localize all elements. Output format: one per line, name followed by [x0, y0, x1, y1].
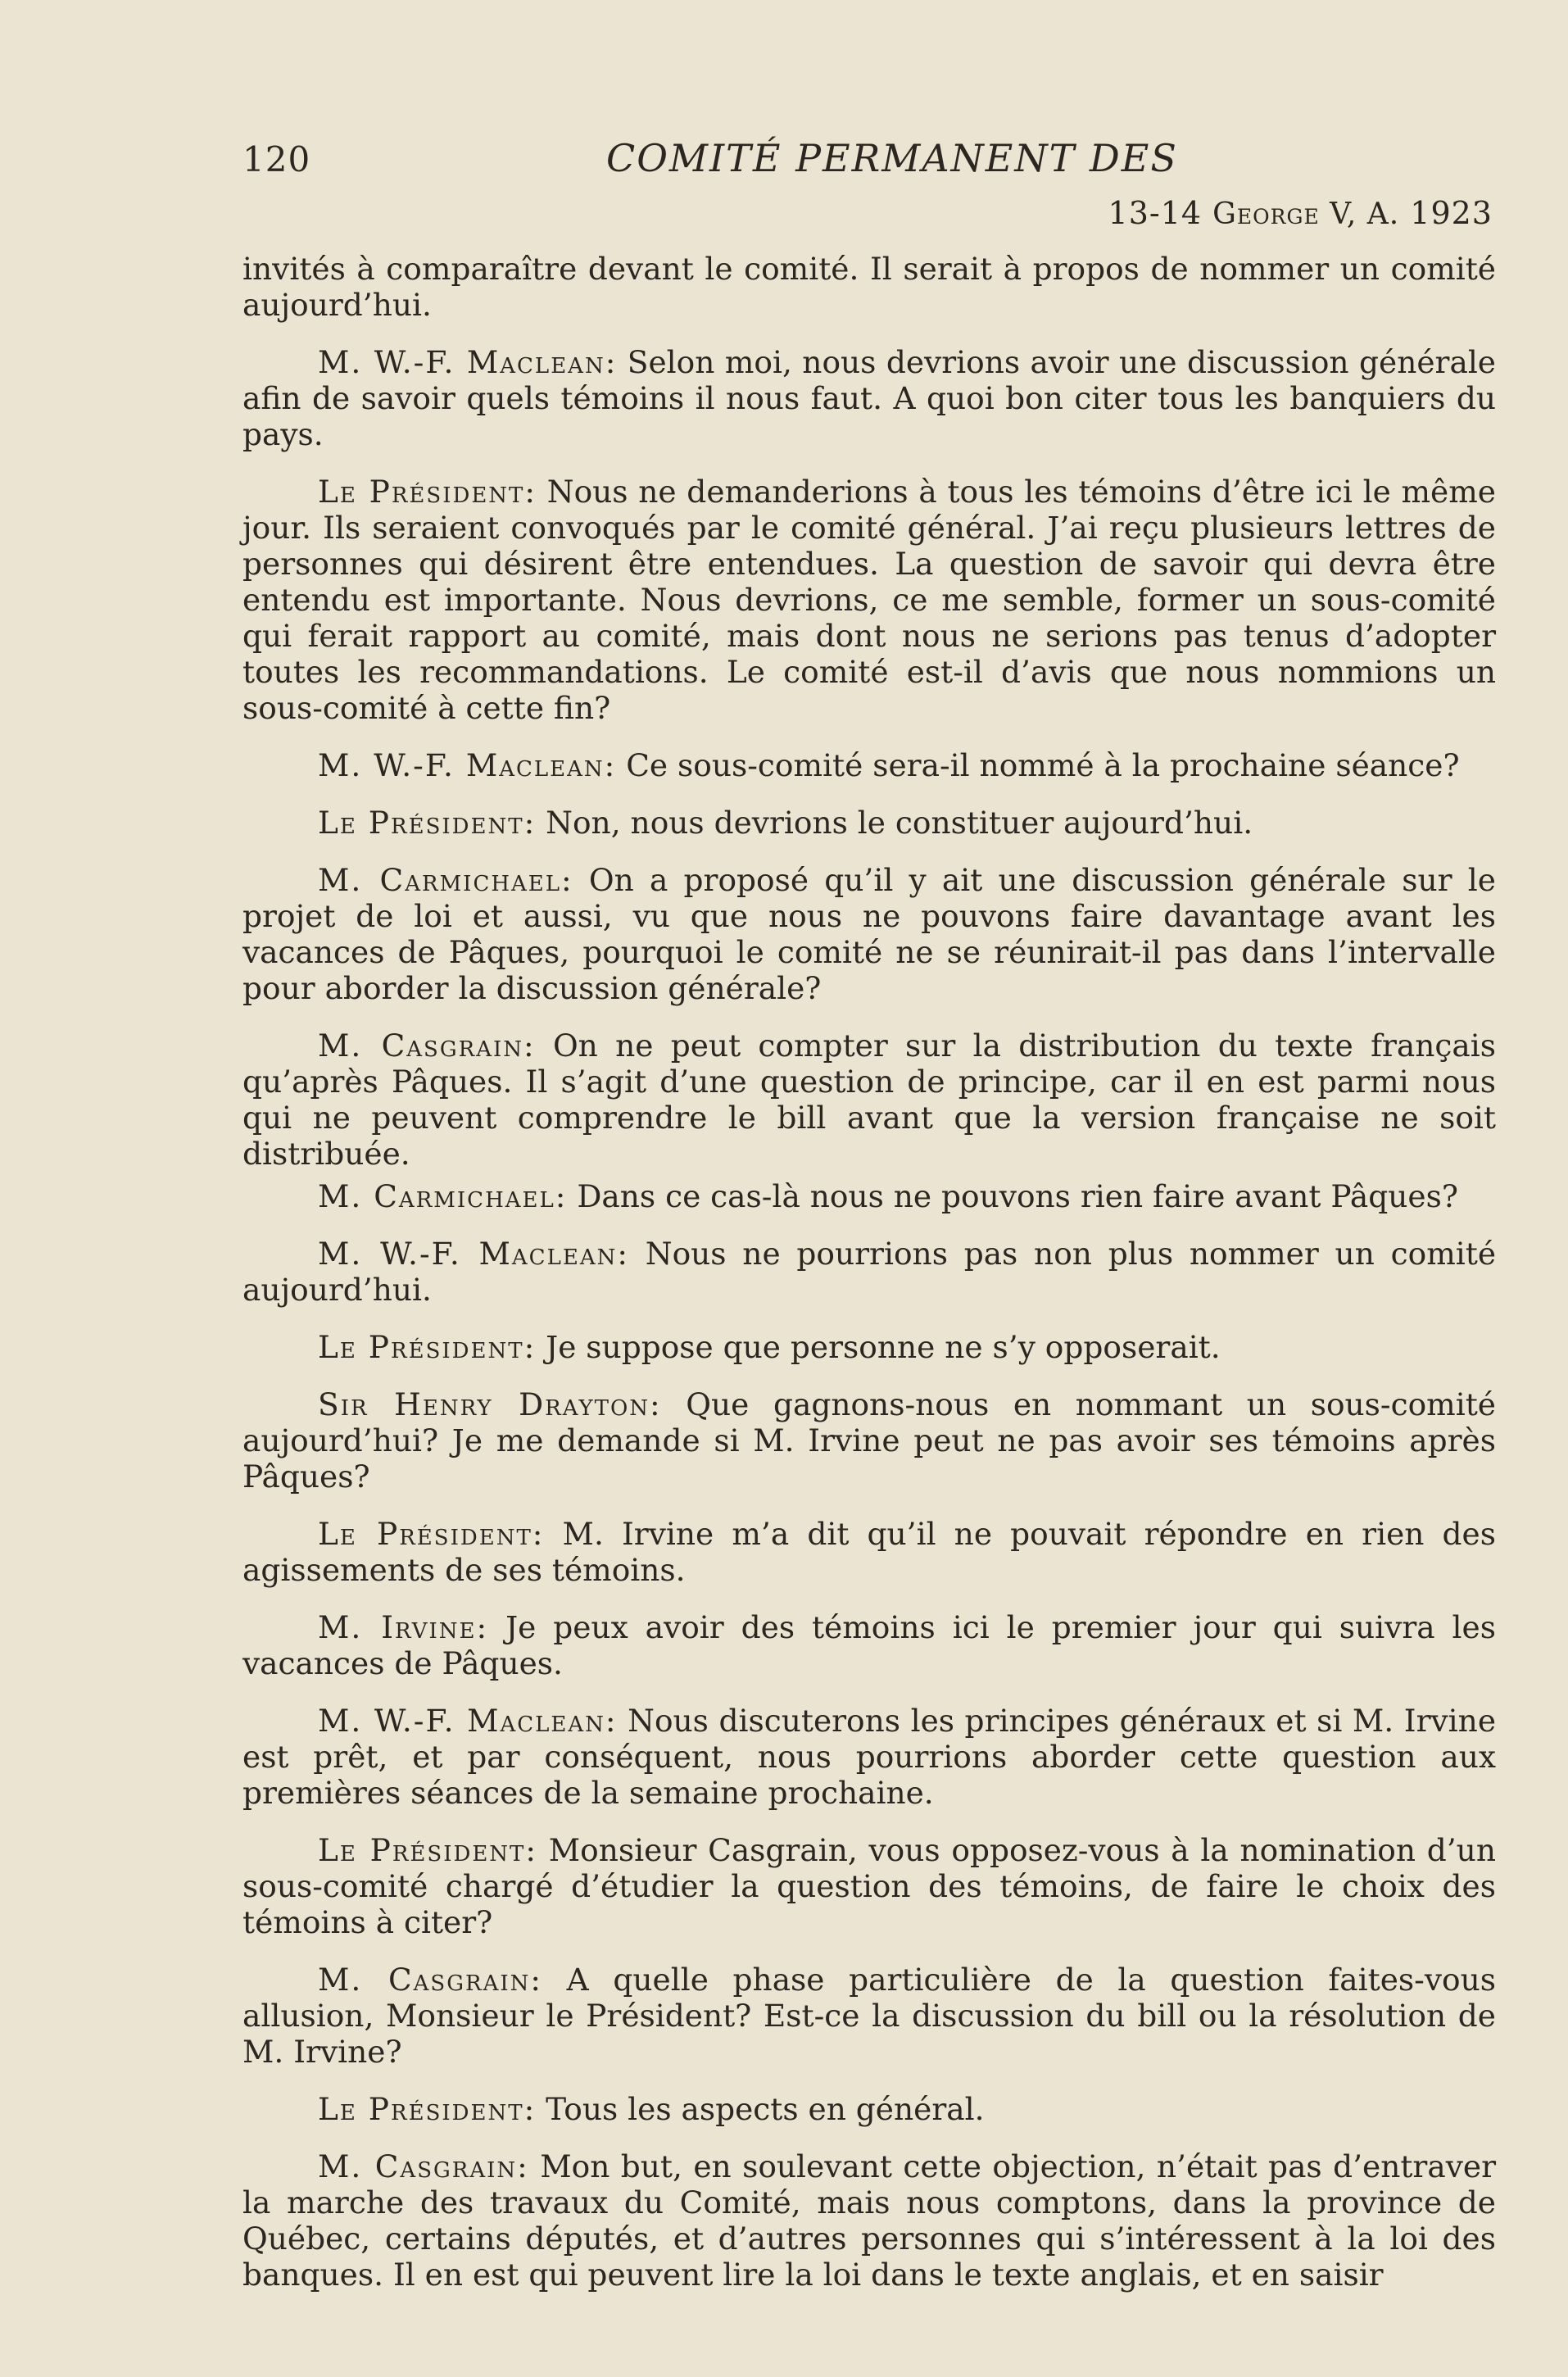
speaker-name: M. W.-F. Maclean: [318, 1703, 618, 1739]
paragraph-text: Non, nous devrions le constituer aujourd’hui. [546, 805, 1253, 841]
paragraph-text: On a proposé qu’il y ait une discussion générale sur le projet de loi et aussi, vu que nous ne pouvons faire davantage avant les vacances de Pâques, pourquoi le comité ne se réunirait-il pas dans l’intervalle pour aborder la discussion générale? [242, 862, 1496, 1006]
speaker-name: M. W.-F. Maclean: [318, 747, 617, 783]
page-number: 120 [242, 139, 311, 179]
paragraph [242, 1609, 1496, 1681]
paragraph-text: invités à comparaître devant le comité. Il serait à propos de nommer un comité aujourd’hui. [242, 251, 1496, 323]
paragraph [242, 1329, 1496, 1365]
paragraph-text: Tous les aspects en général. [546, 2091, 985, 2127]
paragraph-text: Nous ne pourrions pas non plus nommer un comité aujourd’hui. [242, 1236, 1497, 1308]
speaker-name: Le Président: [318, 1832, 538, 1868]
paragraph-text: Je suppose que personne ne s’y opposerait. [546, 1329, 1221, 1365]
paragraph-text: Je peux avoir des témoins ici le premier jour qui suivra les vacances de Pâques. [242, 1609, 1496, 1681]
paragraph-text: Selon moi, nous devrions avoir une discussion générale afin de savoir quels témoins il nous faut. A quoi bon citer tous les banquiers du pays. [242, 344, 1497, 452]
paragraph [242, 474, 1496, 726]
speaker-name: Sir Henry Drayton: [318, 1386, 662, 1422]
speaker-name: M. W.-F. Maclean: [318, 344, 618, 380]
session-year: 1923 [1410, 195, 1493, 231]
speaker-name: M. Casgrain: [318, 1962, 543, 1998]
paragraph-text: Ce sous-comité sera-il nommé à la prochaine séance? [626, 747, 1460, 783]
paragraph-text: Monsieur Casgrain, vous opposez-vous à la nomination d’un sous-comité chargé d’étudier la question des témoins, de faire le choix des témoins à citer? [242, 1832, 1496, 1940]
speaker-name: Le Président: [318, 1329, 537, 1365]
paragraph [242, 1703, 1496, 1811]
speaker-name: M. Casgrain: [318, 2148, 529, 2184]
paragraph-text: A quelle phase particulière de la question faites-vous allusion, Monsieur le Président? Est-ce la discussion du bill ou la résolution de M. Irvine? [242, 1962, 1496, 2070]
paragraph [242, 1236, 1496, 1308]
running-title: COMITÉ PERMANENT DES [606, 136, 1178, 180]
paragraph [242, 251, 1496, 323]
paragraph-text: Nous discuterons les principes généraux et si M. Irvine est prêt, et par conséquent, nous pourrions aborder cette question aux premières séances de la semaine prochaine. [242, 1703, 1497, 1811]
paragraph-text: Mon but, en soulevant cette objection, n’était pas d’entraver la marche des travaux du Comité, mais nous comptons, dans la province de Québec, certains députés, et d’autres personnes qui s’intéressent à la loi des banques. Il en est qui peuvent lire la loi dans le texte anglais, et en saisir [242, 2148, 1497, 2293]
paragraph [242, 1027, 1496, 1172]
paragraph-text: Que gagnons-nous en nommant un sous-comité aujourd’hui? Je me demande si M. Irvine peut ne pas avoir ses témoins après Pâques? [242, 1386, 1496, 1495]
speaker-name: Le Président: [318, 2091, 537, 2127]
paragraph [242, 2091, 1496, 2127]
speaker-name: M. W.-F. Maclean: [318, 1236, 629, 1272]
paragraph-text: Dans ce cas-là nous ne pouvons rien faire avant Pâques? [577, 1178, 1458, 1214]
paragraph [242, 344, 1496, 452]
session-number: 13-14 [1108, 195, 1203, 231]
paragraph-text: M. Irvine m’a dit qu’il ne pouvait répondre en rien des agissements de ses témoins. [242, 1516, 1496, 1588]
session-reign: George V, A. [1212, 197, 1400, 231]
paragraph [242, 1516, 1496, 1588]
speaker-name: Le Président: [318, 805, 537, 841]
paragraph [242, 1832, 1496, 1940]
paragraph [242, 1386, 1496, 1495]
paragraph [242, 2148, 1496, 2293]
paragraph [242, 1178, 1496, 1214]
paragraph [242, 1962, 1496, 2070]
paragraph [242, 805, 1496, 841]
body-text [242, 251, 1496, 2314]
paragraph-text: On ne peut compter sur la distribution du texte français qu’après Pâques. Il s’agit d’une question de principe, car il en est parmi nous qui ne peuvent comprendre le bill avant que la version française ne soit distribuée. [242, 1027, 1496, 1172]
paragraph-text: Nous ne demanderions à tous les témoins d’être ici le même jour. Ils seraient convoqués par le comité général. J’ai reçu plusieurs lettres de personnes qui désirent être entendues. La question de savoir qui devra être entendu est importante. Nous devrions, ce me semble, former un sous-comité qui ferait rapport au comité, mais dont nous ne serions pas tenus d’adopter toutes les recommandations. Le comité est-il d’avis que nous nommions un sous-comité à cette fin? [242, 474, 1496, 726]
speaker-name: Le Président: [318, 1516, 545, 1552]
speaker-name: M. Casgrain: [318, 1027, 536, 1064]
paragraph [242, 862, 1496, 1006]
speaker-name: M. Carmichael: [318, 1178, 568, 1214]
session-header [1108, 195, 1493, 231]
speaker-name: M. Irvine: [318, 1609, 489, 1645]
speaker-name: Le Président: [318, 474, 537, 510]
speaker-name: M. Carmichael: [318, 862, 573, 898]
paragraph [242, 747, 1496, 783]
